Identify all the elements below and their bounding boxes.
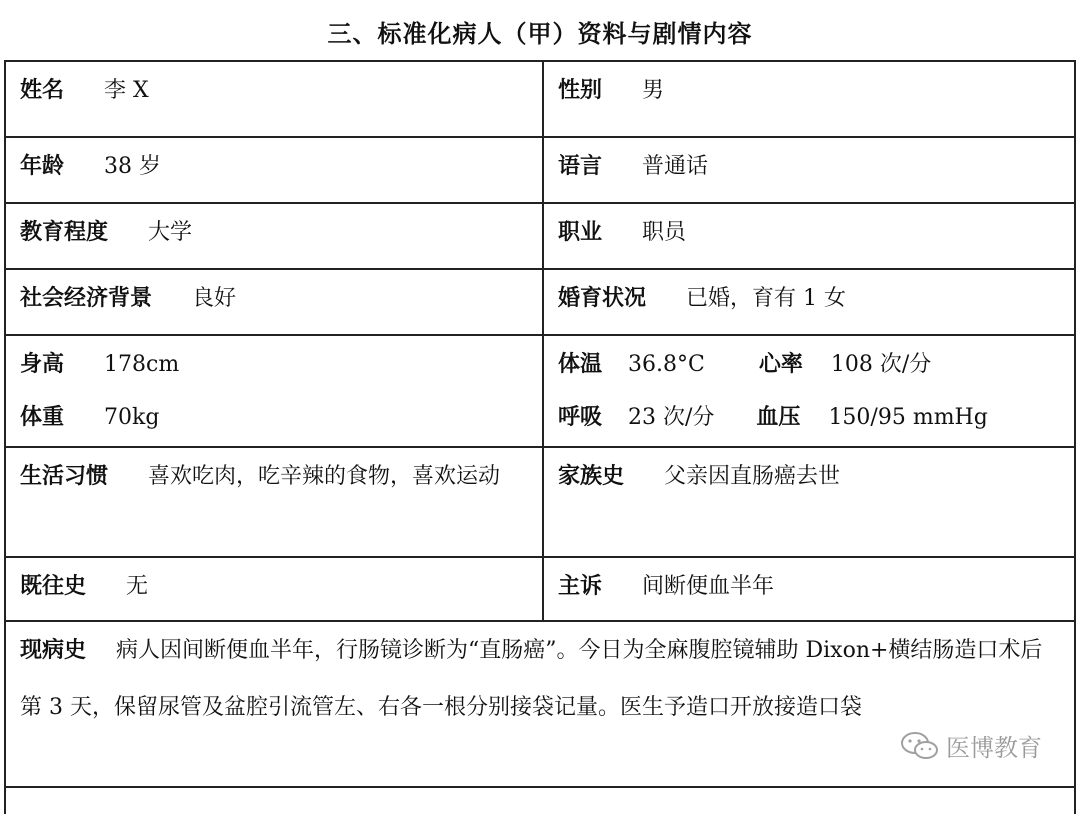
education-label: 教育程度 bbox=[20, 220, 109, 245]
education-cell bbox=[5, 203, 543, 269]
vitals-cell bbox=[543, 335, 1075, 447]
respiration-label: 呼吸 bbox=[558, 405, 603, 430]
gender-label: 性别 bbox=[558, 78, 603, 103]
socioeconomic-value: 良好 bbox=[192, 286, 237, 311]
table-row bbox=[5, 557, 1075, 621]
occupation-value: 职员 bbox=[642, 220, 687, 245]
gender-value: 男 bbox=[642, 78, 665, 103]
age-value: 38 岁 bbox=[104, 154, 162, 179]
chief-complaint-cell bbox=[543, 557, 1075, 621]
age-cell bbox=[5, 137, 543, 203]
temperature-value: 36.8°C bbox=[628, 352, 705, 377]
language-label: 语言 bbox=[558, 154, 603, 179]
marital-label: 婚育状况 bbox=[558, 286, 647, 311]
name-cell bbox=[5, 61, 543, 137]
marital-cell bbox=[543, 269, 1075, 335]
past-history-value: 无 bbox=[126, 574, 149, 599]
blood-pressure-value: 150/95 mmHg bbox=[828, 405, 988, 430]
chief-complaint-label: 主诉 bbox=[558, 574, 603, 599]
present-illness-value: 病人因间断便血半年，行肠镜诊断为“直肠癌”。今日为全麻腹腔镜辅助 Dixon+横结肠造口术后第 3 天，保留尿管及盆腔引流管左、右各一根分别接袋记量。医生予造口开放接造口袋 bbox=[20, 638, 1043, 720]
language-value: 普通话 bbox=[642, 154, 709, 179]
temperature-label: 体温 bbox=[558, 352, 603, 377]
habits-value: 喜欢吃肉，吃辛辣的食物，喜欢运动 bbox=[148, 464, 501, 489]
wechat-icon bbox=[900, 731, 940, 761]
socioeconomic-label: 社会经济背景 bbox=[20, 286, 153, 311]
habits-label: 生活习惯 bbox=[20, 464, 109, 489]
language-cell bbox=[543, 137, 1075, 203]
chief-complaint-value: 间断便血半年 bbox=[642, 574, 775, 599]
table-row bbox=[5, 137, 1075, 203]
occupation-cell bbox=[543, 203, 1075, 269]
socioeconomic-cell bbox=[5, 269, 543, 335]
patient-info-table bbox=[4, 60, 1076, 814]
marital-value: 已婚，育有 1 女 bbox=[686, 286, 846, 311]
weight-value: 70kg bbox=[104, 405, 160, 430]
watermark bbox=[900, 728, 1042, 763]
heart-rate-value: 108 次/分 bbox=[830, 352, 932, 377]
table-row bbox=[5, 61, 1075, 137]
present-illness-label: 现病史 bbox=[20, 638, 87, 663]
family-history-value: 父亲因直肠癌去世 bbox=[664, 464, 841, 489]
name-value: 李 X bbox=[104, 78, 149, 103]
heart-rate-label: 心率 bbox=[758, 352, 803, 377]
family-history-label: 家族史 bbox=[558, 464, 625, 489]
weight-label: 体重 bbox=[20, 405, 65, 430]
blood-pressure-label: 血压 bbox=[756, 405, 801, 430]
past-history-label: 既往史 bbox=[20, 574, 87, 599]
height-value: 178cm bbox=[104, 352, 180, 377]
watermark-text: 医博教育 bbox=[946, 734, 1042, 762]
page-title: 三、标准化病人（甲）资料与剧情内容 bbox=[327, 20, 753, 48]
occupation-label: 职业 bbox=[558, 220, 603, 245]
table-row bbox=[5, 335, 1075, 447]
habits-cell bbox=[5, 447, 543, 557]
table-row bbox=[5, 203, 1075, 269]
height-weight-cell bbox=[5, 335, 543, 447]
height-label: 身高 bbox=[20, 352, 65, 377]
table-row bbox=[5, 269, 1075, 335]
gender-cell bbox=[543, 61, 1075, 137]
respiration-value: 23 次/分 bbox=[628, 405, 715, 430]
table-row bbox=[5, 447, 1075, 557]
table-row bbox=[5, 787, 1075, 814]
name-label: 姓名 bbox=[20, 78, 65, 103]
empty-cell bbox=[5, 787, 1075, 814]
past-history-cell bbox=[5, 557, 543, 621]
education-value: 大学 bbox=[148, 220, 193, 245]
age-label: 年龄 bbox=[20, 154, 65, 179]
family-history-cell bbox=[543, 447, 1075, 557]
